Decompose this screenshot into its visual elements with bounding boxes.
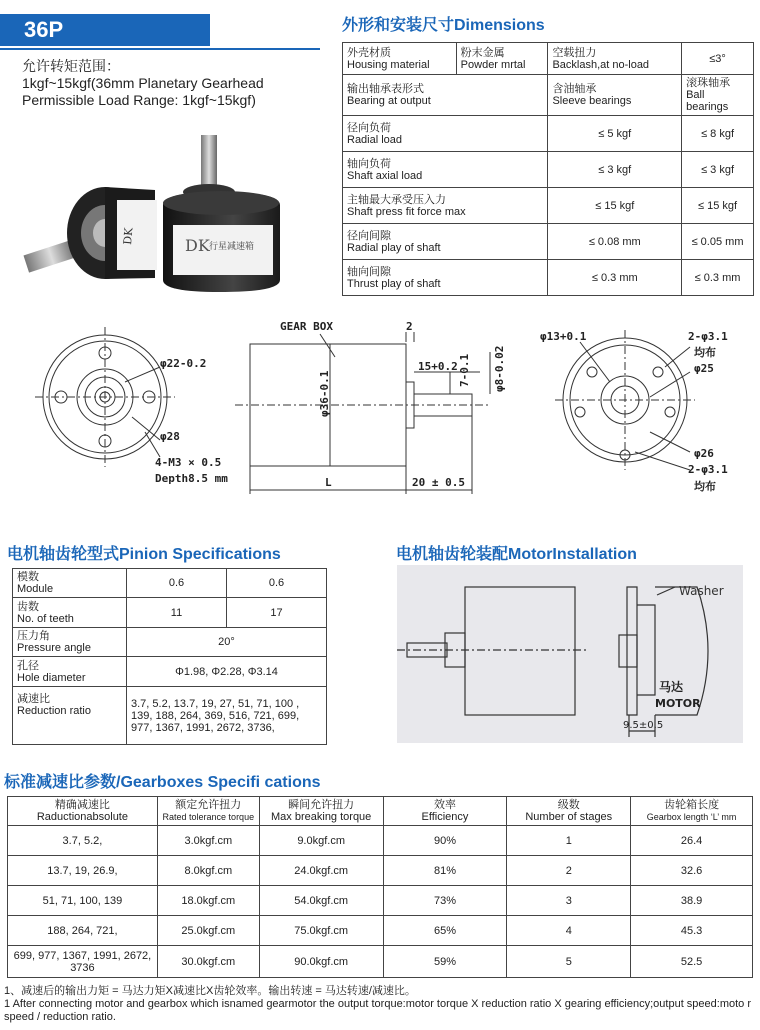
cell-en: Radial play of shaft [347, 241, 441, 254]
table-header-row [8, 797, 753, 826]
table-row [13, 569, 327, 598]
dimensions-table [342, 42, 754, 296]
col-cn: 效率 [433, 799, 456, 811]
cell-value: ≤ 3 kgf [548, 152, 682, 188]
cell-cn: 轴向负荷 [347, 157, 391, 170]
dim-15: 15+0.2 [418, 360, 458, 373]
table-row [8, 856, 753, 886]
table-row [8, 886, 753, 916]
cell-cn: 粉末金属 [460, 46, 505, 59]
cell-en: Radial load [347, 133, 403, 146]
range-line-1: 1kgf~15kgf(36mm Planetary Gearhead [22, 75, 264, 91]
dim-7: 7-0.1 [458, 353, 471, 387]
cell-rated: 25.0kgf.cm [157, 916, 259, 946]
cell-en: Module [17, 583, 54, 595]
cell-length: 26.4 [631, 826, 753, 856]
cell-cn: 径向间隙 [347, 229, 391, 242]
cell-value: ≤ 0.05 mm [682, 224, 754, 260]
cell-ratio: 3.7, 5.2, [8, 826, 158, 856]
table-row [343, 224, 754, 260]
cell-value: ≤ 0.3 mm [548, 260, 682, 296]
cell-value: Φ1.98, Φ2.28, Φ3.14 [127, 657, 327, 687]
dim-20: 20 ± 0.5 [412, 476, 465, 489]
motor-installation-drawing [397, 565, 743, 743]
cell-rated: 3.0kgf.cm [157, 826, 259, 856]
cell-rated: 30.0kgf.cm [157, 946, 259, 978]
header-rule [0, 48, 320, 50]
cell-value: ≤ 3 kgf [682, 152, 754, 188]
col-cn: 额定允许扭力 [175, 799, 242, 811]
cell-cn: 模数 [17, 571, 39, 583]
note-cn: 1、减速后的输出力矩 = 马达力矩X减速比X齿轮效率。输出转速 = 马达转速/减速比。 [4, 985, 416, 997]
cell-length: 38.9 [631, 886, 753, 916]
cell-stages: 3 [507, 886, 631, 916]
cell-en: Sleeve bearings [552, 95, 632, 107]
col-en: Efficiency [421, 811, 469, 823]
table-row [13, 687, 327, 745]
cell-en: Housing material [347, 58, 430, 71]
photo-label: 行星减速箱 [209, 241, 255, 251]
table-row [8, 916, 753, 946]
cell-value: ≤ 5 kgf [548, 116, 682, 152]
dim-holes-2: 2-φ3.1 [688, 463, 728, 476]
table-row [343, 116, 754, 152]
table-row [343, 260, 754, 296]
cell-value: 0.6 [227, 569, 327, 598]
cell-value: ≤ 8 kgf [682, 116, 754, 152]
cell-ratio: 188, 264, 721, [8, 916, 158, 946]
cell-en: Reduction ratio [17, 705, 91, 717]
table-row [343, 188, 754, 224]
cell-stages: 1 [507, 826, 631, 856]
cell-efficiency: 81% [383, 856, 507, 886]
cell-en: Shaft press fit force max [347, 205, 466, 218]
gearbox-photo [5, 130, 325, 300]
dim-d25: φ25 [694, 362, 714, 375]
cell-cn: 空载扭力 [552, 46, 597, 59]
cell-efficiency: 73% [383, 886, 507, 916]
cell-cn: 滚珠轴承 [686, 77, 731, 89]
table-row [13, 657, 327, 687]
col-en: Number of stages [525, 811, 613, 823]
col-en: Rated tolerance torque [162, 812, 255, 822]
model-badge: 36P [0, 14, 210, 46]
cell-en: Backlash,at no-load [552, 58, 650, 71]
cell-value: ≤ 0.3 mm [682, 260, 754, 296]
dimension-drawing [10, 312, 755, 512]
motor-en-label: MOTOR [655, 697, 701, 710]
col-en: Max breaking torque [271, 811, 372, 823]
table-row [8, 946, 753, 978]
table-row [343, 43, 754, 75]
cell-cn: 主轴最大承受压入力 [347, 193, 446, 206]
gearbox-title: 标准减速比参数/Gearboxes Specifi cations [4, 774, 321, 791]
col-cn: 齿轮箱长度 [664, 799, 720, 811]
cell-efficiency: 90% [383, 826, 507, 856]
motor-title: 电机轴齿轮装配MotorInstallation [396, 546, 637, 563]
dim-holes-1: 2-φ3.1 [688, 330, 728, 343]
gearbox-table [7, 796, 753, 978]
cell-cn: 径向负荷 [347, 121, 391, 134]
cell-max: 90.0kgf.cm [259, 946, 383, 978]
cell-cn: 齿数 [17, 600, 39, 613]
dim-even-1: 均布 [694, 346, 716, 359]
col-cn: 级数 [557, 799, 580, 811]
cell-en: Thrust play of shaft [347, 277, 441, 290]
cell-ratio: 699, 977, 1367, 1991, 2672, 3736 [8, 946, 158, 978]
cell-value: 17 [227, 598, 327, 628]
dim-l: L [325, 476, 332, 489]
cell-value: 11 [127, 598, 227, 628]
cell-max: 24.0kgf.cm [259, 856, 383, 886]
range-cn: 允许转矩范围： [22, 58, 120, 74]
cell-cn: 含油轴承 [552, 83, 597, 95]
cell-rated: 8.0kgf.cm [157, 856, 259, 886]
cell-length: 45.3 [631, 916, 753, 946]
cell-cn: 外壳材质 [347, 46, 391, 59]
dim-d22: φ22-0.2 [160, 357, 207, 370]
cell-stages: 2 [507, 856, 631, 886]
footnotes [4, 985, 754, 1024]
cell-length: 52.5 [631, 946, 753, 978]
svg-text:DK: DK [121, 227, 136, 246]
dim-depth: Depth8.5 mm [155, 472, 228, 485]
cell-cn: 压力角 [17, 630, 50, 642]
col-cn: 精确减速比 [54, 799, 110, 811]
pinion-title: 电机轴齿轮型式Pinion Specifications [7, 546, 281, 563]
dim-d8: φ8-0.02 [493, 345, 506, 392]
cell-en: No. of teeth [17, 612, 74, 625]
cell-cn: 孔径 [17, 659, 39, 672]
cell-stages: 5 [507, 946, 631, 978]
cell-ratio: 13.7, 19, 26.9, [8, 856, 158, 886]
table-row [8, 826, 753, 856]
cell-en: Bearing at output [347, 95, 431, 107]
cell-cn: 轴向间隙 [347, 265, 391, 278]
cell-value: 0.6 [127, 569, 227, 598]
cell-value: ≤ 15 kgf [682, 188, 754, 224]
table-row [13, 628, 327, 657]
dim-d13: φ13+0.1 [540, 330, 587, 343]
cell-rated: 18.0kgf.cm [157, 886, 259, 916]
cell-efficiency: 65% [383, 916, 507, 946]
cell-value: 20° [127, 628, 327, 657]
gearbox-label: GEAR BOX [280, 320, 333, 333]
col-en: Raductionabsolute [36, 811, 128, 823]
cell-value: ≤ 15 kgf [548, 188, 682, 224]
dim-m3: 4-M3 × 0.5 [155, 456, 222, 469]
cell-length: 32.6 [631, 856, 753, 886]
table-row [343, 152, 754, 188]
dim-d36: φ36-0.1 [318, 370, 331, 417]
cell-en: Hole diameter [17, 671, 86, 684]
cell-max: 9.0kgf.cm [259, 826, 383, 856]
dim-d28: φ28 [160, 430, 180, 443]
cell-en: Powder mrtal [460, 58, 526, 71]
col-cn: 瞬间允许扭力 [288, 799, 355, 811]
table-row [343, 75, 754, 116]
dim-2: 2 [406, 320, 413, 333]
dim-even-2: 均布 [694, 480, 716, 493]
pinion-table [12, 568, 327, 745]
cell-efficiency: 59% [383, 946, 507, 978]
load-range [22, 58, 264, 109]
dimensions-title: 外形和安装尺寸Dimensions [342, 17, 545, 34]
cell-max: 75.0kgf.cm [259, 916, 383, 946]
cell-ratio: 51, 71, 100, 139 [8, 886, 158, 916]
cell-en: Pressure angle [17, 642, 91, 654]
range-line-2: Permissible Load Range: 1kgf~15kgf) [22, 92, 256, 108]
cell-en: Shaft axial load [347, 169, 423, 182]
dim-d26: φ26 [694, 447, 714, 460]
backlash-value: ≤3° [682, 43, 754, 75]
cell-max: 54.0kgf.cm [259, 886, 383, 916]
cell-value: ≤ 0.08 mm [548, 224, 682, 260]
motor-dim: 9.5±0.5 [623, 720, 664, 731]
table-row [13, 598, 327, 628]
col-en: Gearbox length ‘L’ mm [646, 812, 737, 822]
photo-logo: DK [185, 236, 210, 255]
note-en: 1 After connecting motor and gearbox which isnamed gearmotor the output torque:motor torque X reduction ratio X gearing efficiency;output speed:moto r speed / reduction ratio. [4, 998, 752, 1023]
motor-cn-label: 马达 [659, 680, 684, 694]
cell-cn: 输出轴承表形式 [347, 83, 424, 95]
washer-label: Washer [679, 584, 724, 598]
cell-stages: 4 [507, 916, 631, 946]
cell-en: Ball bearings [686, 89, 729, 113]
cell-cn: 减速比 [17, 693, 50, 705]
cell-value: 3.7, 5.2, 13.7, 19, 27, 51, 71, 100 , 139, 188, 264, 369, 516, 721, 699, 977, 1367, 1991, 2672, 3736, [127, 687, 327, 745]
